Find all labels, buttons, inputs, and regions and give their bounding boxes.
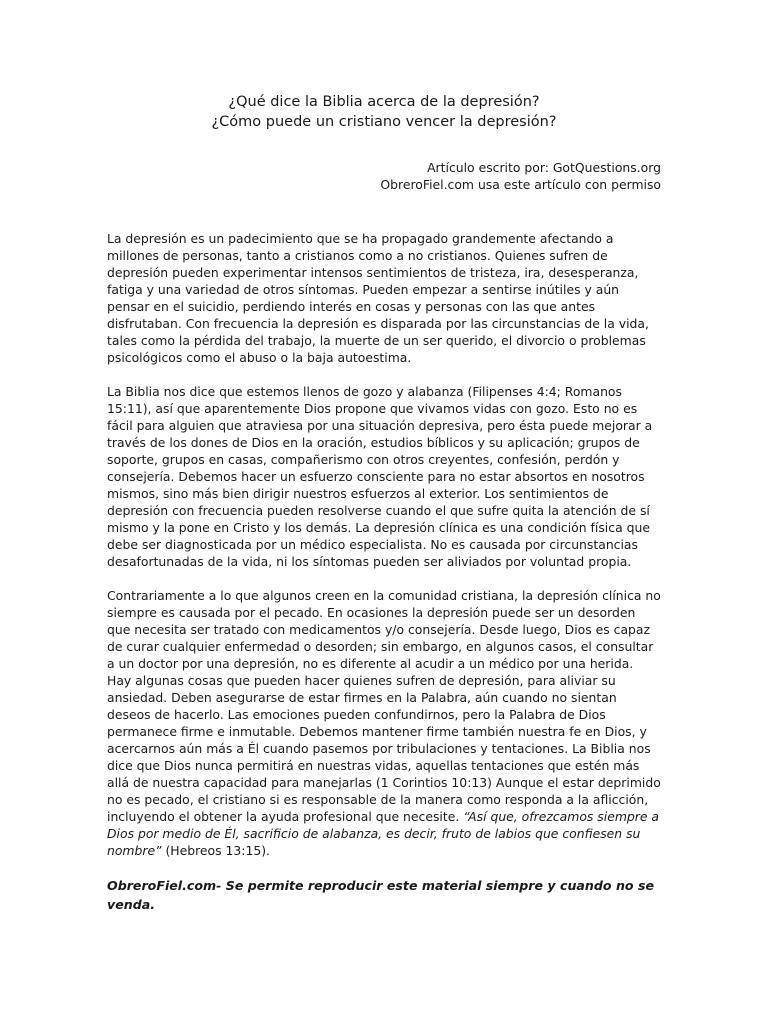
reproduction-notice [107, 876, 661, 914]
title-line-2: ¿Cómo puede un cristiano vencer la depresión? [211, 114, 557, 130]
byline-author: Artículo escrito por: GotQuestions.org [427, 160, 661, 175]
paragraph-2: La Biblia nos dice que estemos llenos de gozo y alabanza (Filipenses 4:4; Romanos 15:11), así que aparentemente Dios propone que vivamos vidas con gozo. Esto no es fácil para alguien que atraviesa por una situación depresiva, pero ésta puede mejorar a través de los dones de Dios en la oración, estudios bíblicos y su aplicación; grupos de soporte, grupos en casas, compañerismo con otros creyentes, confesión, perdón y consejería. Debemos hacer un esfuerzo consciente para no estar absortos en nosotros mismos, sino más bien dirigir nuestros esfuerzos al exterior. Los sentimientos de depresión con frecuencia pueden resolverse cuando el que sufre quita la atención de sí mismo y la pone en Cristo y los demás. La depresión clínica es una condición física que debe ser diagnosticada por un médico especialista. No es causada por circunstancias desafortunadas de la vida, ni los síntomas pueden ser aliviados por voluntad propia. [107, 384, 653, 569]
document-title [107, 0, 661, 132]
scripture-quote: “Así que, ofrezcamos siempre a Dios por medio de Él, sacrificio de alabanza, es decir, fruto de labios que confiesen su nombre” [107, 809, 660, 858]
scripture-citation: (Hebreos 13:15). [161, 843, 270, 858]
byline-permission: ObreroFiel.com usa este artículo con permiso [380, 177, 661, 192]
article-body [107, 230, 661, 859]
paragraph-1: La depresión es un padecimiento que se ha propagado grandemente afectando a millones de personas, tanto a cristianos como a no cristianos. Quienes sufren de depresión pueden experimentar intensos sentimientos de tristeza, ira, desesperanza, fatiga y una variedad de otros síntomas. Pueden empezar a sentirse inútiles y aún pensar en el suicidio, perdiendo interés en cosas y personas con las que antes disfrutaban. Con frecuencia la depresión es disparada por las circunstancias de la vida, tales como la pérdida del trabajo, la muerte de un ser querido, el divorcio o problemas psicológicos como el abuso o la baja autoestima. [107, 231, 649, 365]
footer-note-text: - Se permite reproducir este material siempre y cuando no se venda. [107, 878, 654, 912]
paragraph-3 [107, 587, 661, 859]
title-line-1: ¿Qué dice la Biblia acerca de la depresión? [228, 94, 540, 110]
footer-site: ObreroFiel.com [107, 878, 217, 893]
paragraph-3-text: Contrariamente a lo que algunos creen en la comunidad cristiana, la depresión clínica no siempre es causada por el pecado. En ocasiones la depresión puede ser un desorden que necesita ser tratado con medicamentos y/o consejería. Desde luego, Dios es capaz de curar cualquier enfermedad o desorden; sin embargo, en algunos casos, el consultar a un doctor por una depresión, no es diferente al acudir a un médico por una herida. Hay algunas cosas que pueden hacer quienes sufren de depresión, para aliviar su ansiedad. Deben asegurarse de estar firmes en la Palabra, aún cuando no sientan deseos de hacerlo. Las emociones pueden confundirnos, pero la Palabra de Dios permanece firme e inmutable. Debemos mantener firme también nuestra fe en Dios, y acercarnos aún más a Él cuando pasemos por tribulaciones y tentaciones. La Biblia nos dice que Dios nunca permitirá en nuestras vidas, aquellas tentaciones que estén más allá de nuestra capacidad para manejarlas (1 Corintios 10:13) Aunque el estar deprimido no es pecado, el cristiano si es responsable de la manera como responda a la aflicción, incluyendo el obtener la ayuda profesional que necesite. [107, 588, 661, 824]
byline [107, 159, 661, 193]
